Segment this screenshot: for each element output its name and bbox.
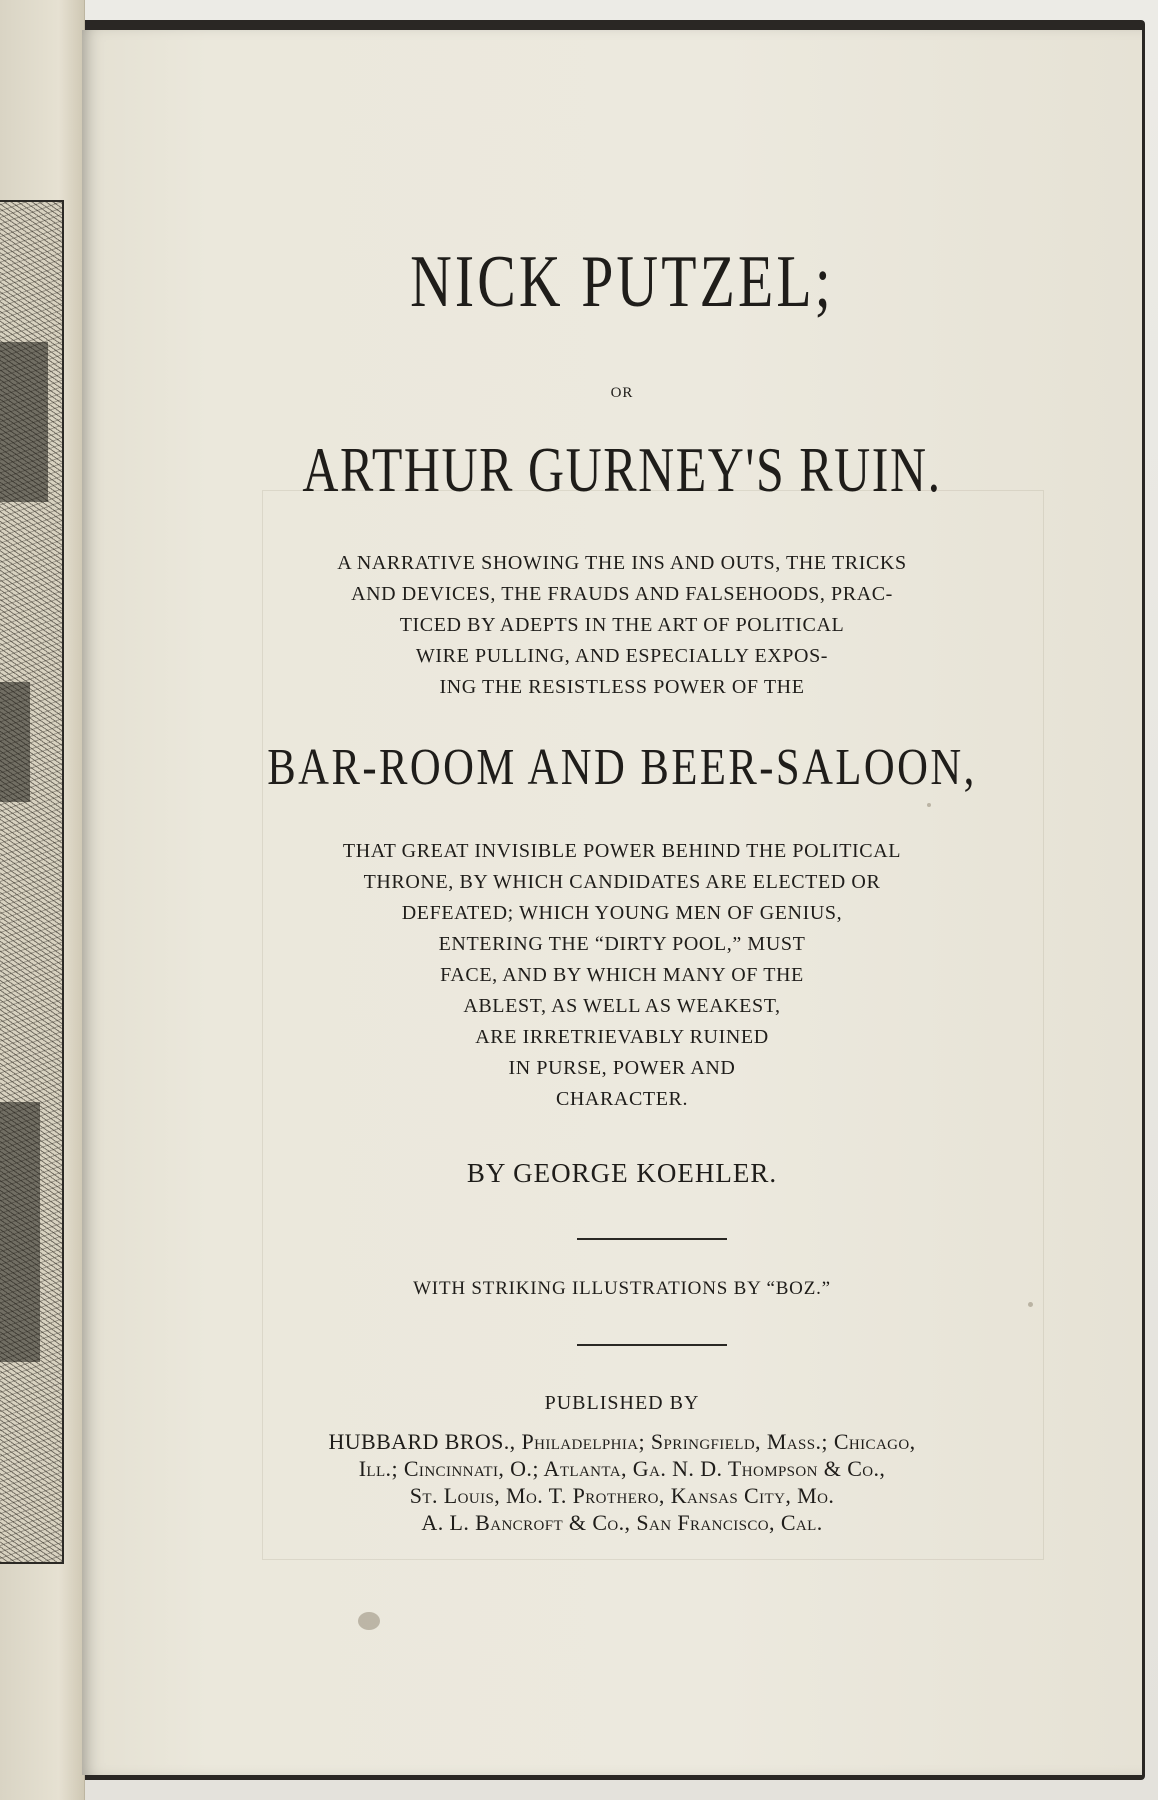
power-line: THRONE, BY WHICH CANDIDATES ARE ELECTED OR [363,871,881,893]
power-line: DEFEATED; WHICH YOUNG MEN OF GENIUS, [401,902,843,924]
illustrations-credit: WITH STRIKING ILLUSTRATIONS BY “BOZ.” [413,1278,831,1299]
power-line: CHARACTER. [555,1088,689,1110]
emphasis-heading: BAR-ROOM AND BEER-SALOON, [267,739,977,796]
power-line: THAT GREAT INVISIBLE POWER BEHIND THE POLITICAL [342,840,902,862]
narrative-line: ING THE RESISTLESS POWER OF THE [439,676,805,698]
publisher-line: HUBBARD BROS., Philadelphia; Springfield, Mass.; Chicago, [328,1429,916,1454]
foxing-spot [358,1612,380,1630]
foxing-spot [927,803,931,807]
published-by-label: PUBLISHED BY [544,1392,700,1414]
publisher-line: Ill.; Cincinnati, O.; Atlanta, Ga. N. D. Thompson & Co., [358,1456,886,1481]
divider-rule [577,1344,727,1346]
publisher-line: A. L. Bancroft & Co., San Francisco, Cal. [421,1510,823,1535]
divider-rule [577,1238,727,1240]
publisher-imprint [182,1428,1062,1536]
frontispiece-engraving [0,200,64,1564]
title-conjunction: OR [610,385,634,401]
power-line: FACE, AND BY WHICH MANY OF THE [440,964,804,986]
engraving-figure-shade [0,342,48,502]
power-line: ABLEST, AS WELL AS WEAKEST, [463,995,781,1017]
engraving-figure-shade [0,682,30,802]
foxing-spot [1028,1302,1033,1307]
power-line: IN PURSE, POWER AND [508,1057,736,1079]
book-subtitle: ARTHUR GURNEY'S RUIN. [302,434,942,505]
publisher-line: St. Louis, Mo. T. Prothero, Kansas City, Mo. [409,1483,835,1508]
book-title: NICK PUTZEL; [410,241,834,323]
narrative-line: WIRE PULLING, AND ESPECIALLY EXPOS- [415,645,829,667]
engraving-figure-shade [0,1102,40,1362]
frontispiece-page [0,0,85,1800]
narrative-line: AND DEVICES, THE FRAUDS AND FALSEHOODS, PRAC- [351,583,893,605]
narrative-line: TICED BY ADEPTS IN THE ART OF POLITICAL [399,614,845,636]
power-line: ENTERING THE “DIRTY POOL,” MUST [438,933,806,955]
narrative-description [182,548,1062,703]
narrative-line: A NARRATIVE SHOWING THE INS AND OUTS, THE TRICKS [337,552,907,574]
author-line: BY GEORGE KOEHLER. [466,1158,778,1188]
power-line: ARE IRRETRIEVABLY RUINED [475,1026,769,1048]
power-description [182,836,1062,1115]
title-page [82,30,1142,1775]
